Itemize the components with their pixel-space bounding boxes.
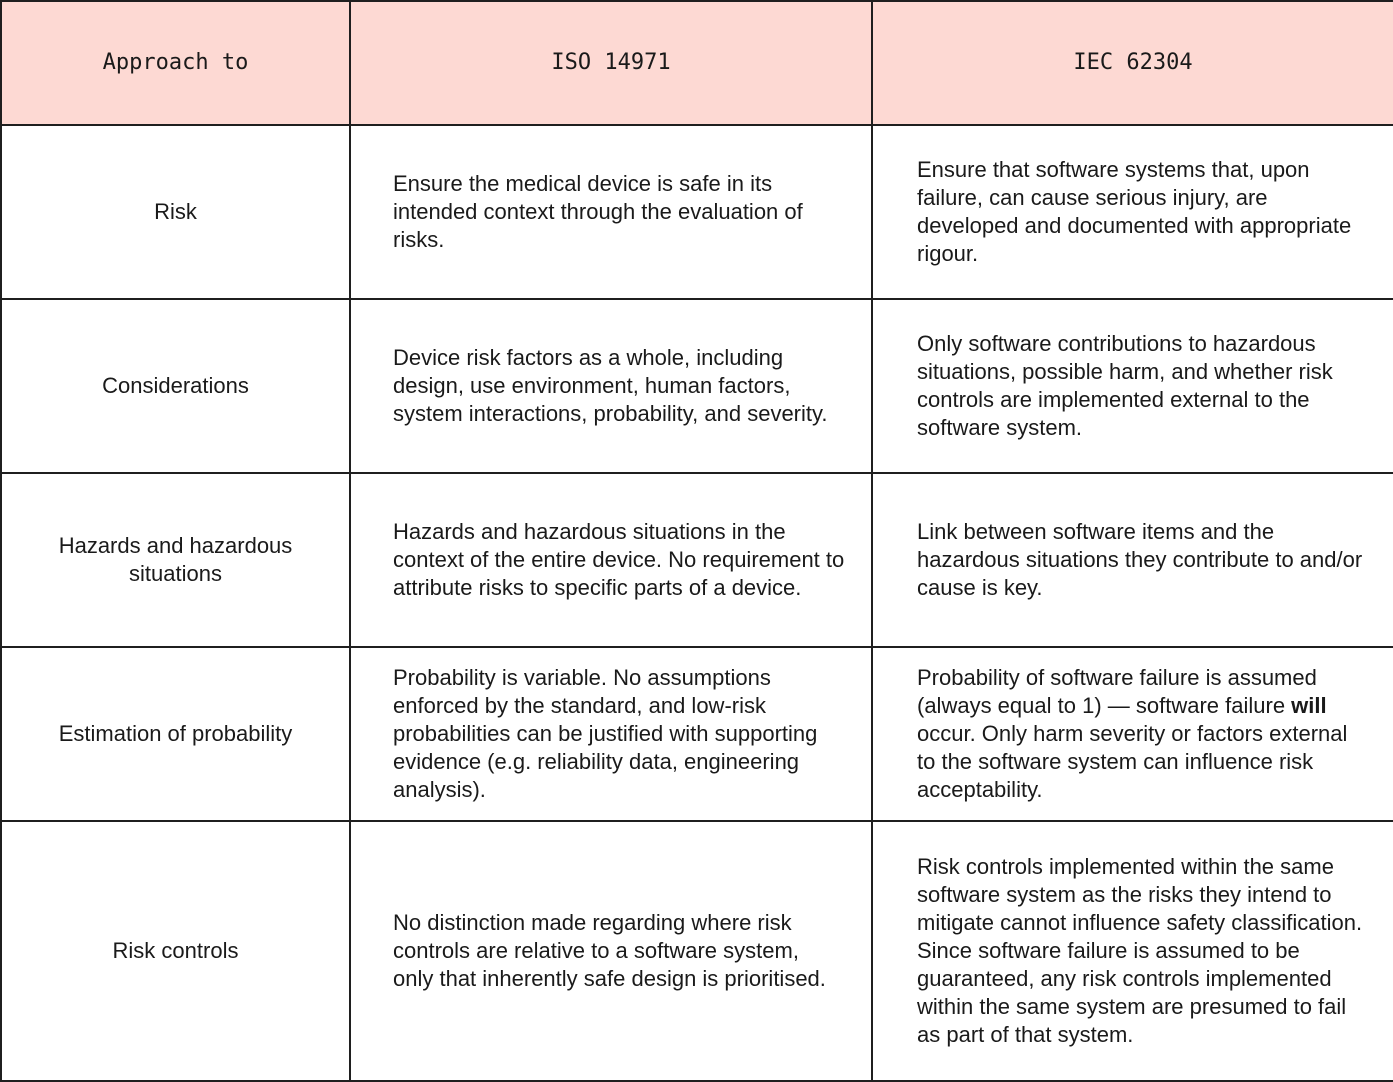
iec-cell: Link between software items and the hazardous situations they contribute to and/or cause is key.: [872, 473, 1393, 647]
table-row: [1, 299, 1393, 473]
row-label: Risk: [1, 125, 350, 299]
header-approach: Approach to: [1, 1, 350, 125]
iec-cell: Only software contributions to hazardous situations, possible harm, and whether risk controls are implemented external to the software system.: [872, 299, 1393, 473]
iso-cell: Ensure the medical device is safe in its intended context through the evaluation of risks.: [350, 125, 872, 299]
table-row: [1, 647, 1393, 821]
iec-cell: [872, 647, 1393, 821]
header-row: [1, 1, 1393, 125]
table-row: [1, 473, 1393, 647]
row-label: Considerations: [1, 299, 350, 473]
iec-text-before: Probability of software failure is assumed (always equal to 1) — software failure: [917, 665, 1317, 718]
iec-text-after: occur. Only harm severity or factors external to the software system can influence risk acceptability.: [917, 721, 1348, 802]
iec-text-emphasis: will: [1291, 693, 1327, 718]
header-iec-62304: IEC 62304: [872, 1, 1393, 125]
iso-cell: Hazards and hazardous situations in the context of the entire device. No requirement to attribute risks to specific parts of a device.: [350, 473, 872, 647]
row-label: Estimation of probability: [1, 647, 350, 821]
iso-cell: Probability is variable. No assumptions enforced by the standard, and low-risk probabilities can be justified with supporting evidence (e.g. reliability data, engineering analysis).: [350, 647, 872, 821]
iec-cell: Risk controls implemented within the same software system as the risks they intend to mitigate cannot influence safety classification. Since software failure is assumed to be guaranteed, any risk controls implemented within the same system are presumed to fail as part of that system.: [872, 821, 1393, 1081]
table-row: [1, 125, 1393, 299]
iec-cell: Ensure that software systems that, upon failure, can cause serious injury, are developed and documented with appropriate rigour.: [872, 125, 1393, 299]
row-label: Risk controls: [1, 821, 350, 1081]
header-iso-14971: ISO 14971: [350, 1, 872, 125]
row-label: Hazards and hazardous situations: [1, 473, 350, 647]
iso-cell: No distinction made regarding where risk controls are relative to a software system, only that inherently safe design is prioritised.: [350, 821, 872, 1081]
table-row: [1, 821, 1393, 1081]
iso-cell: Device risk factors as a whole, including design, use environment, human factors, system interactions, probability, and severity.: [350, 299, 872, 473]
